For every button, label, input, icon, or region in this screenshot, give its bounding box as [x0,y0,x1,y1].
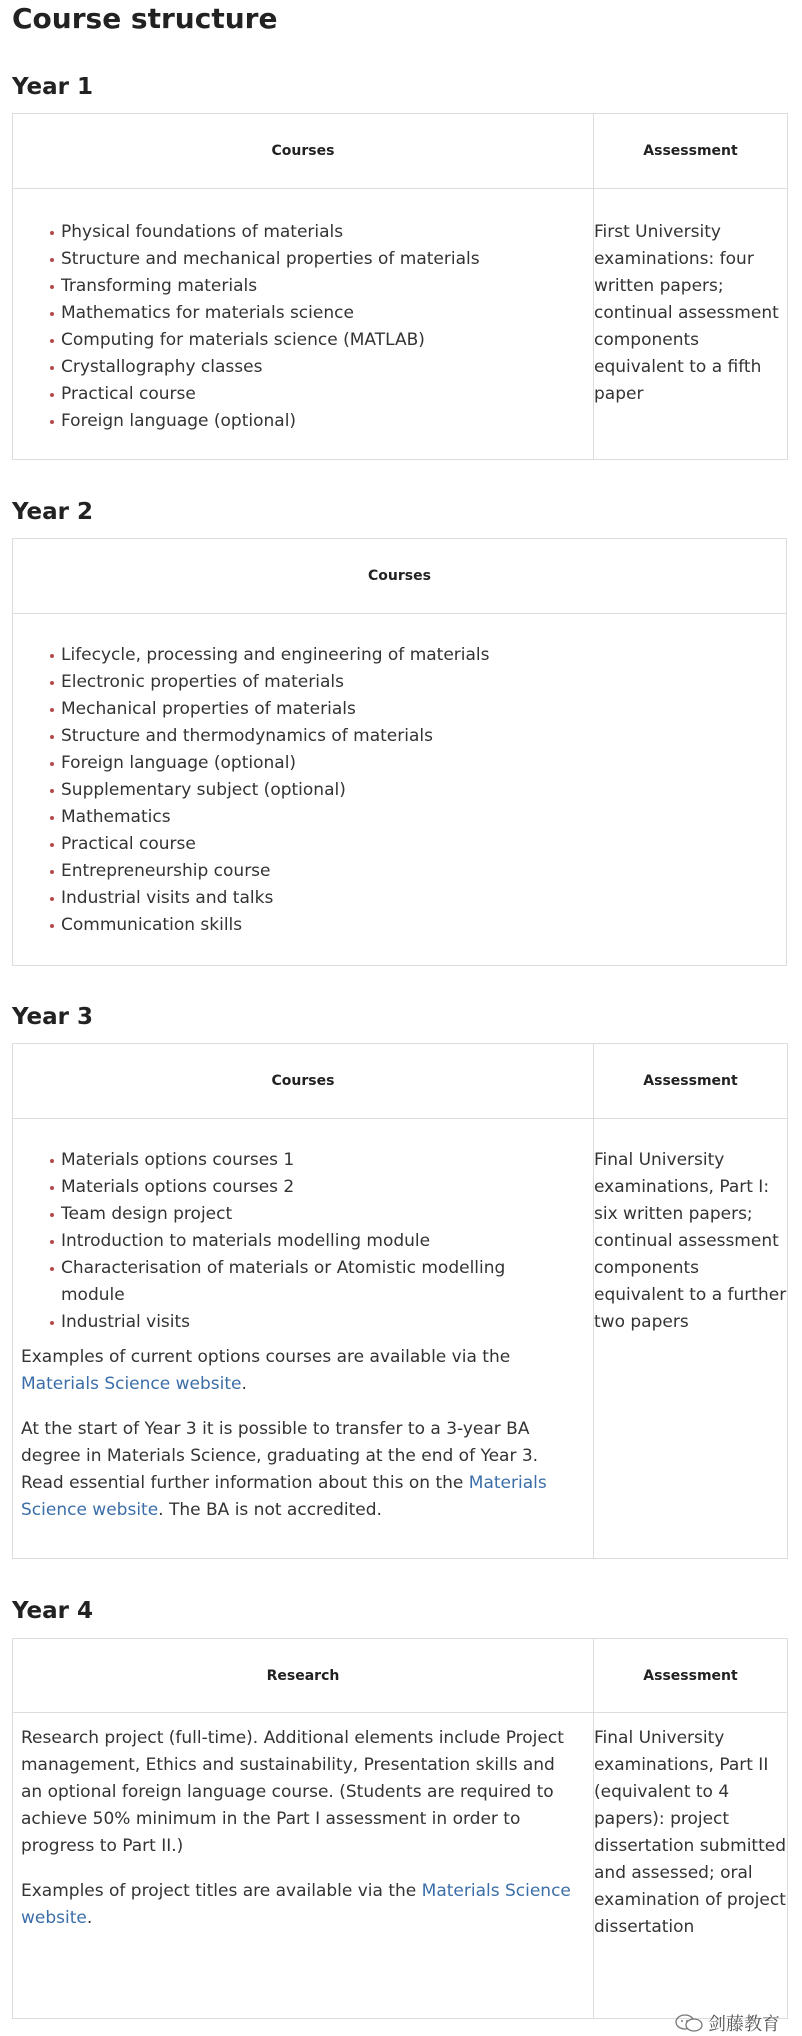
year-3-courses-cell [13,1119,594,1559]
year-3-ba-transfer-note: At the start of Year 3 it is possible to transfer to a 3-year BA degree in Materials Science, graduating at the end of Year 3. Read essential further information about this on the Materials Science website. The BA is not accredited. [21,1419,547,1520]
watermark [674,2010,780,2036]
year-3-courses-header: Courses [13,1044,594,1119]
page-title: Course structure [12,2,278,35]
course-item: Mathematics [51,804,786,831]
year-4-research-cell [13,1713,594,2019]
year-4-assessment: Final University examinations, Part II (equivalent to 4 papers): project dissertation submitted and assessed; oral examination of project dissertation [594,1713,788,2019]
year-4-table [12,1638,788,2019]
year-2-courses-header: Courses [13,539,787,614]
course-item: Electronic properties of materials [51,669,786,696]
course-item: Practical course [51,831,786,858]
course-item: Transforming materials [51,273,593,300]
course-item: Industrial visits and talks [51,885,786,912]
course-item: Characterisation of materials or Atomistic modelling module [51,1255,573,1309]
watermark-text: 剑藤教育 [708,2014,780,2035]
year-1-assessment: First University examinations: four written papers; continual assessment components equivalent to a fifth paper [594,189,788,460]
course-item: Materials options courses 1 [51,1147,573,1174]
course-item: Supplementary subject (optional) [51,777,786,804]
course-item: Industrial visits [51,1309,573,1336]
course-item: Materials options courses 2 [51,1174,573,1201]
course-item: Foreign language (optional) [51,750,786,777]
course-item: Mathematics for materials science [51,300,593,327]
year-4-assessment-header: Assessment [594,1639,788,1713]
year-3-table [12,1043,788,1559]
course-item: Lifecycle, processing and engineering of materials [51,642,786,669]
year-2-table [12,538,787,966]
year-1-assessment-header: Assessment [594,114,788,189]
course-item: Team design project [51,1201,573,1228]
year-3-options-note: Examples of current options courses are available via the Materials Science website. [21,1347,511,1394]
year-1-course-list [13,219,593,435]
wechat-bubble-icon [674,2014,704,2032]
year-4-project-titles-note: Examples of project titles are available via the Materials Science website. [21,1881,571,1928]
year-3-course-list [21,1147,573,1336]
year-1-courses-header: Courses [13,114,594,189]
year-2-courses-cell [13,614,787,966]
course-item: Crystallography classes [51,354,593,381]
year-4-research-header: Research [13,1639,594,1713]
course-item: Communication skills [51,912,786,939]
course-item: Physical foundations of materials [51,219,593,246]
year-3-heading: Year 3 [12,1004,94,1030]
course-item: Computing for materials science (MATLAB) [51,327,593,354]
materials-science-website-link-2[interactable]: Materials Science website [21,1473,547,1520]
course-item: Entrepreneurship course [51,858,786,885]
materials-science-website-link-3[interactable]: Materials Science website [21,1881,571,1928]
course-item: Introduction to materials modelling module [51,1228,573,1255]
course-item: Practical course [51,381,593,408]
year-1-courses-cell [13,189,594,460]
year-3-assessment: Final University examinations, Part I: six written papers; continual assessment components equivalent to a further two papers [594,1119,788,1559]
year-2-course-list [13,642,786,939]
materials-science-website-link[interactable]: Materials Science website [21,1374,242,1394]
year-1-table [12,113,788,460]
year-1-heading: Year 1 [12,74,94,100]
year-4-research-description: Research project (full-time). Additional elements include Project management, Ethics and sustainability, Presentation skills and an optional foreign language course. (Students are required to achieve 50% minimum in the Part I assessment in order to progress to Part II.) [21,1728,564,1856]
course-item: Structure and thermodynamics of materials [51,723,786,750]
course-item: Mechanical properties of materials [51,696,786,723]
year-4-heading: Year 4 [12,1598,94,1624]
year-2-heading: Year 2 [12,499,94,525]
course-item: Structure and mechanical properties of materials [51,246,593,273]
year-3-assessment-header: Assessment [594,1044,788,1119]
course-item: Foreign language (optional) [51,408,593,435]
